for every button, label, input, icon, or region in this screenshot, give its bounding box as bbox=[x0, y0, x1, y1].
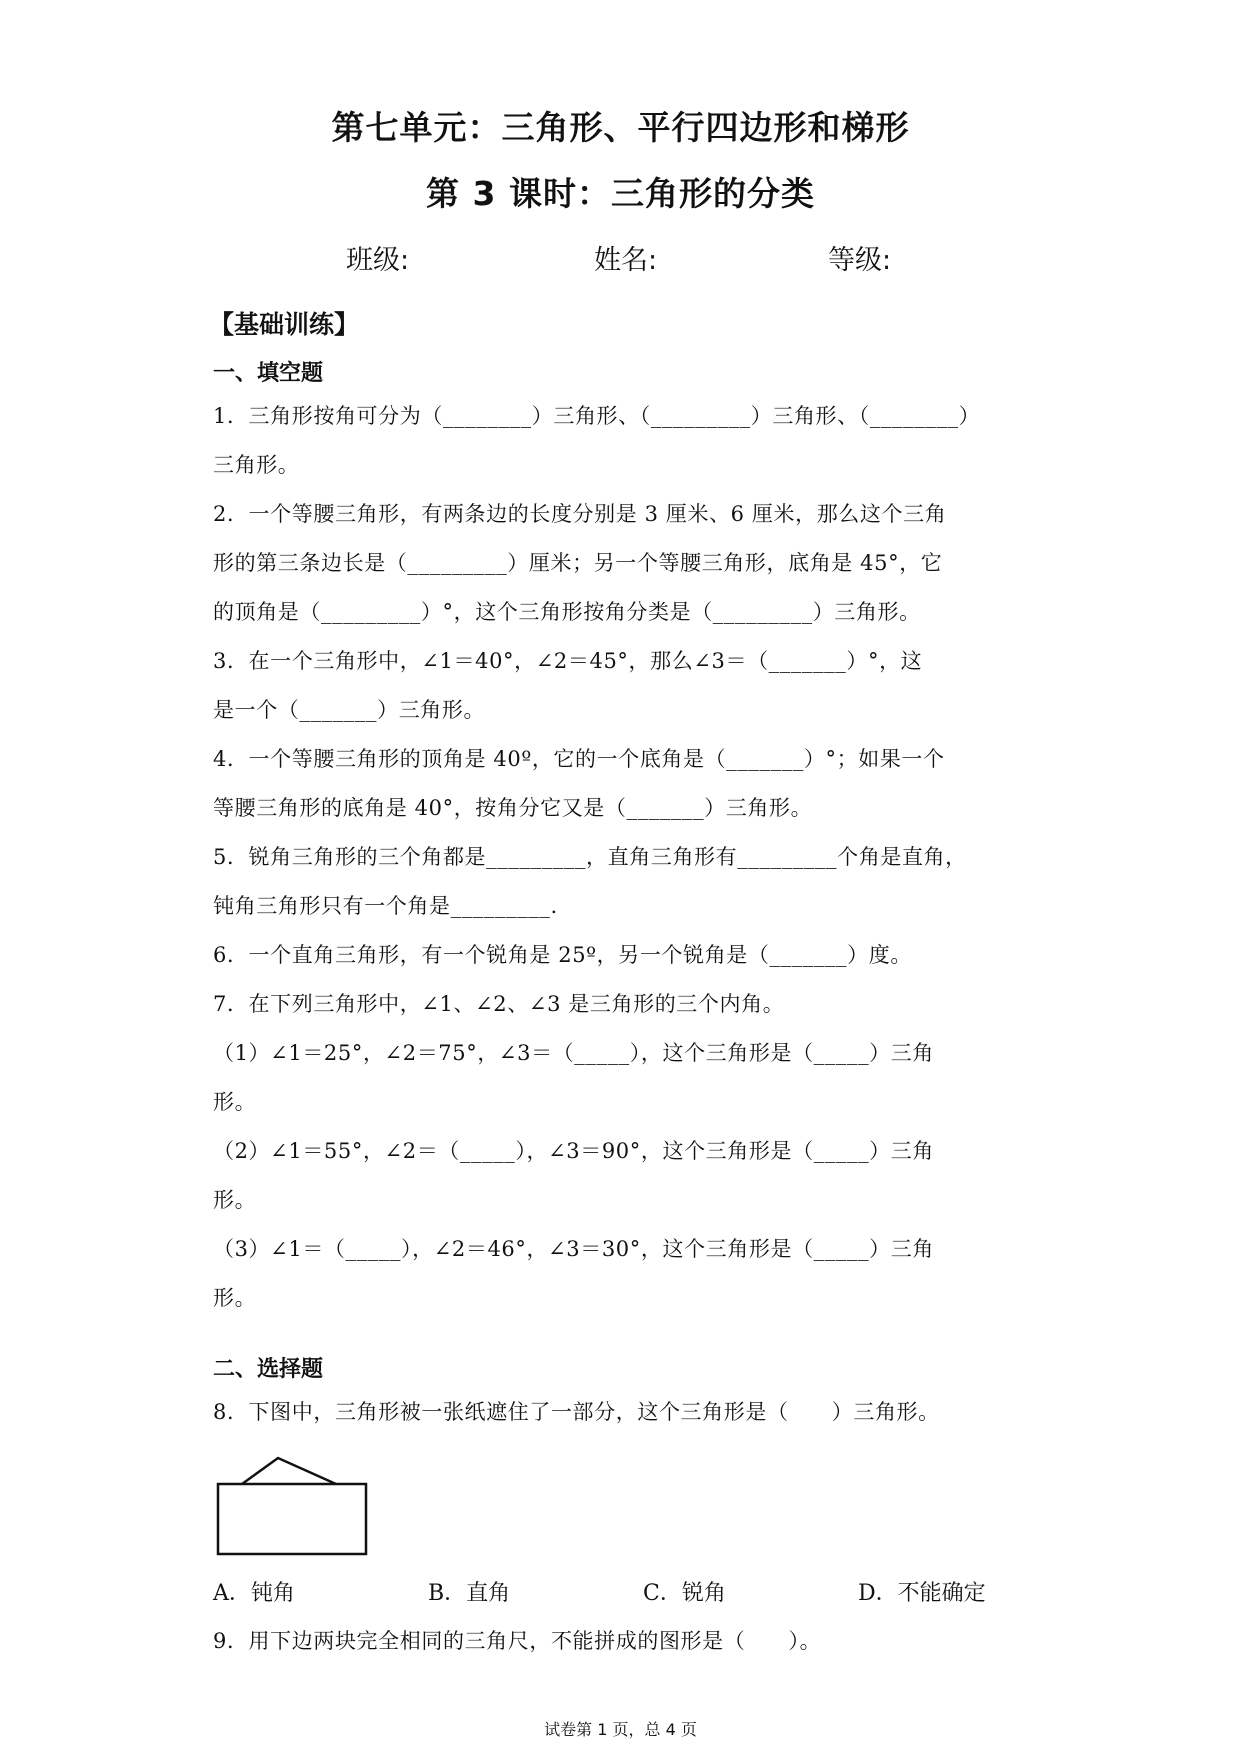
name-label: 姓名: bbox=[594, 245, 658, 276]
question-5-line-2: 钝角三角形只有一个角是_________. bbox=[213, 894, 558, 918]
question-2-line-2: 形的第三条边长是（_________）厘米；另一个等腰三角形，底角是 45°，它 bbox=[213, 551, 943, 575]
question-5-line-1: 5．锐角三角形的三个角都是_________，直角三角形有_________个角是直角， bbox=[213, 845, 967, 869]
option-b[interactable]: B．直角 bbox=[428, 1581, 511, 1606]
question-8: 8．下图中，三角形被一张纸遮住了一部分，这个三角形是（ ）三角形。 bbox=[213, 1400, 940, 1424]
page-title: 第七单元：三角形、平行四边形和梯形 bbox=[331, 108, 910, 147]
question-9: 9．用下边两块完全相同的三角尺，不能拼成的图形是（ ）。 bbox=[213, 1629, 822, 1653]
section-fill-in: 一、填空题 bbox=[213, 361, 324, 386]
option-d[interactable]: D．不能确定 bbox=[858, 1581, 986, 1606]
question-7-part-3-end: 形。 bbox=[213, 1286, 257, 1310]
question-1-line-1: 1．三角形按角可分为（________）三角形、（_________）三角形、（________） bbox=[213, 404, 981, 428]
lesson-subtitle: 第 3 课时：三角形的分类 bbox=[426, 174, 815, 213]
grade-label: 等级: bbox=[828, 245, 892, 276]
question-2-line-1: 2．一个等腰三角形，有两条边的长度分别是 3 厘米、6 厘米，那么这个三角 bbox=[213, 502, 947, 526]
question-4-line-2: 等腰三角形的底角是 40°，按角分它又是（_______）三角形。 bbox=[213, 796, 813, 820]
question-7-part-3: （3）∠1＝（_____），∠2＝46°，∠3＝30°，这个三角形是（_____）三角 bbox=[213, 1237, 934, 1261]
paper-cover-rectangle bbox=[218, 1484, 366, 1554]
question-1-line-2: 三角形。 bbox=[213, 453, 300, 477]
question-7-intro: 7．在下列三角形中，∠1、∠2、∠3 是三角形的三个内角。 bbox=[213, 992, 785, 1016]
triangle-top-edges bbox=[242, 1458, 336, 1484]
page-footer: 试卷第 1 页，总 4 页 bbox=[544, 1720, 697, 1739]
option-c[interactable]: C．锐角 bbox=[643, 1581, 726, 1606]
question-7-part-1: （1）∠1＝25°，∠2＝75°，∠3＝（_____），这个三角形是（_____）三角 bbox=[213, 1041, 934, 1065]
option-a[interactable]: A．钝角 bbox=[213, 1581, 295, 1606]
question-3-line-1: 3．在一个三角形中，∠1＝40°，∠2＝45°，那么∠3＝（_______）°，这 bbox=[213, 649, 923, 673]
question-3-line-2: 是一个（_______）三角形。 bbox=[213, 698, 486, 722]
question-4-line-1: 4．一个等腰三角形的顶角是 40º，它的一个底角是（_______）°；如果一个 bbox=[213, 747, 945, 771]
question-7-part-2: （2）∠1＝55°，∠2＝（_____），∠3＝90°，这个三角形是（_____）三角 bbox=[213, 1139, 934, 1163]
question-7-part-2-end: 形。 bbox=[213, 1188, 257, 1212]
section-basic-training: 【基础训练】 bbox=[209, 310, 360, 339]
class-label: 班级: bbox=[346, 245, 410, 276]
question-7-part-1-end: 形。 bbox=[213, 1090, 257, 1114]
question-2-line-3: 的顶角是（_________）°，这个三角形按角分类是（_________）三角形。 bbox=[213, 600, 921, 624]
section-multiple-choice: 二、选择题 bbox=[213, 1357, 324, 1382]
question-6: 6．一个直角三角形，有一个锐角是 25º，另一个锐角是（_______）度。 bbox=[213, 943, 912, 967]
covered-triangle-figure bbox=[216, 1446, 370, 1556]
